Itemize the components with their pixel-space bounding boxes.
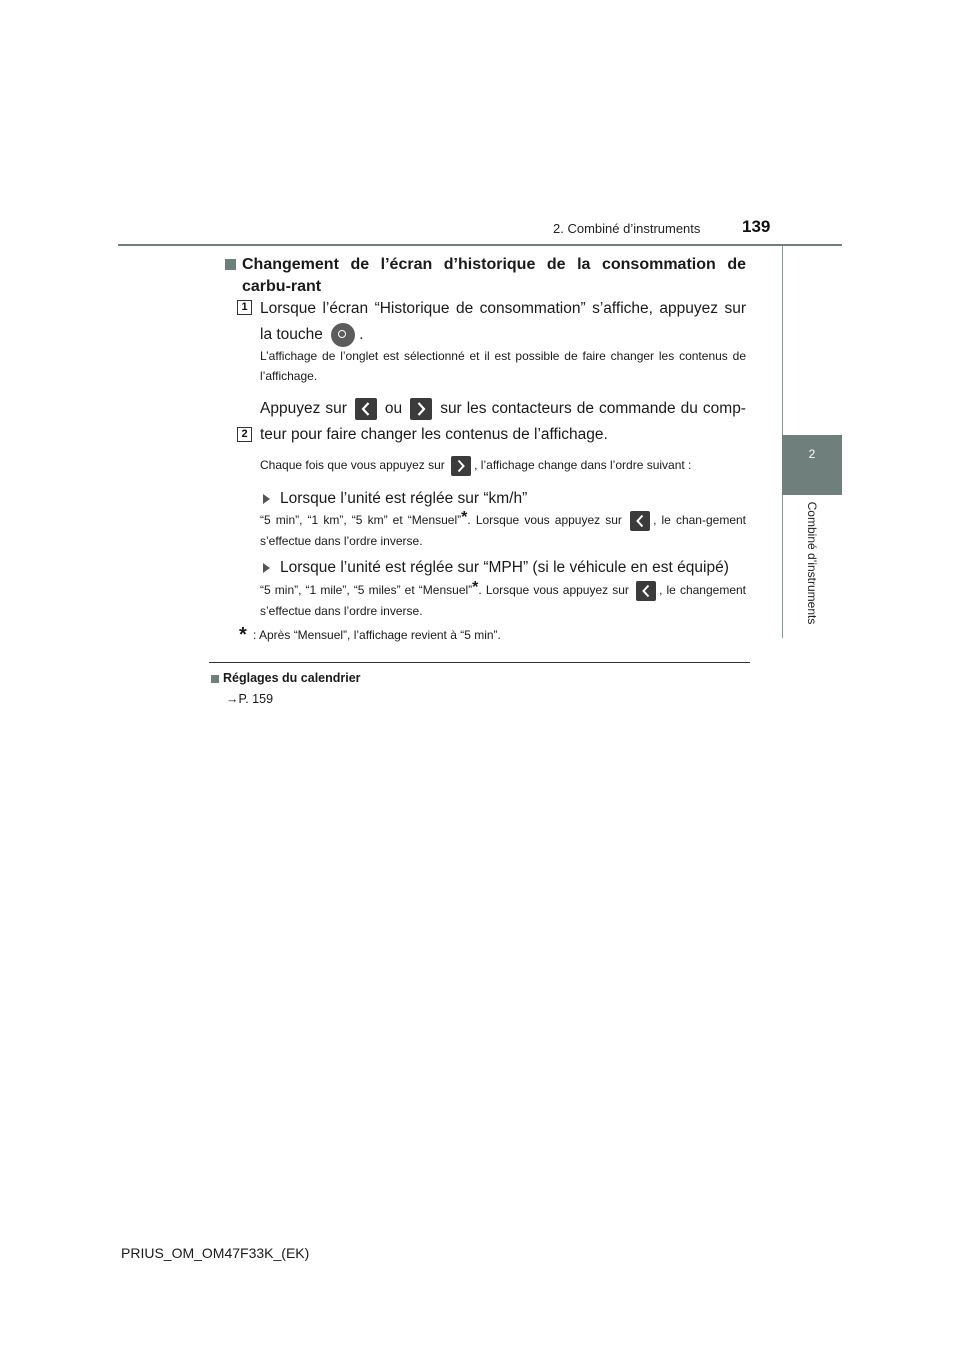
chevron-right-button-icon (410, 398, 432, 420)
step-2-note (260, 455, 746, 476)
sub-2-title: Lorsque l’unité est réglée sur “MPH” (si le véhicule en est équipé) (280, 559, 729, 576)
step-2-text (260, 396, 746, 448)
sub-1-text-before: “5 min”, “1 km”, “5 km” et “Mensuel” (260, 513, 462, 527)
section-heading: Changement de l’écran d’historique de la consommation de carbu-rant (242, 256, 746, 295)
heading-square-icon (225, 259, 236, 270)
asterisk-mark: * (472, 579, 479, 596)
chevron-left-button-icon (630, 511, 650, 531)
header-rule (118, 244, 842, 246)
asterisk-mark: * (461, 509, 468, 526)
chevron-left-button-icon (355, 398, 377, 420)
step-1-note: L’affichage de l’onglet est sélectionné et il est possible de faire changer les contenus de l’affichage. (260, 349, 746, 383)
section-rule (209, 662, 750, 663)
triangle-bullet-icon (263, 494, 270, 504)
sub-1-text-after: , le chan-gement s’effectue dans l’ordre inverse. (260, 513, 747, 548)
step-2-note-before: Chaque fois que vous appuyez sur (260, 458, 445, 472)
step-number-1: 1 (237, 300, 252, 315)
sub-2-text-after: , le changement s’effectue dans l’ordre inverse. (260, 583, 747, 618)
sub-1-title: Lorsque l’unité est réglée sur “km/h” (280, 490, 528, 507)
document-code: PRIUS_OM_OM47F33K_(EK) (121, 1245, 310, 1261)
chevron-left-button-icon (636, 581, 656, 601)
step-1-text-before: Lorsque l’écran “Historique de consommation” s’affiche, appuyez sur la touche (260, 300, 746, 343)
footnote-text: : Après “Mensuel”, l’affichage revient à “5 min”. (253, 628, 501, 642)
sub-1-text (260, 510, 746, 551)
chapter-label: Combiné d’instruments (805, 501, 819, 625)
header-section-title: 2. Combiné d’instruments (553, 221, 701, 236)
triangle-bullet-icon (263, 563, 270, 573)
ok-button-icon (331, 323, 355, 347)
footnote-asterisk: * (239, 624, 247, 646)
sub-2-text-mid: . Lorsque vous appuyez sur (478, 583, 629, 597)
chevron-right-button-icon (451, 456, 471, 476)
sub-2-text (260, 580, 746, 621)
subheading-square-icon (211, 675, 219, 683)
step-number-2: 2 (237, 427, 252, 442)
step-2-note-after: , l’affichage change dans l’ordre suivant : (474, 458, 692, 472)
step-2-text-a: Appuyez sur (260, 400, 347, 417)
chapter-number: 2 (808, 447, 816, 461)
step-2-text-c: sur les contacteurs de commande du comp-teur pour faire changer les contenus de l’affichage. (260, 400, 746, 443)
sub-1-text-mid: . Lorsque vous appuyez sur (467, 513, 622, 527)
page-number: 139 (742, 217, 771, 236)
step-1-text (260, 296, 746, 348)
sub-2-text-before: “5 min”, “1 mile”, “5 miles” et “Mensuel” (260, 583, 473, 597)
calendar-heading: Réglages du calendrier (223, 671, 361, 685)
calendar-page-reference[interactable]: →P. 159 (226, 692, 274, 706)
step-2-text-b: ou (384, 400, 403, 417)
step-1-text-after: . (359, 326, 364, 343)
